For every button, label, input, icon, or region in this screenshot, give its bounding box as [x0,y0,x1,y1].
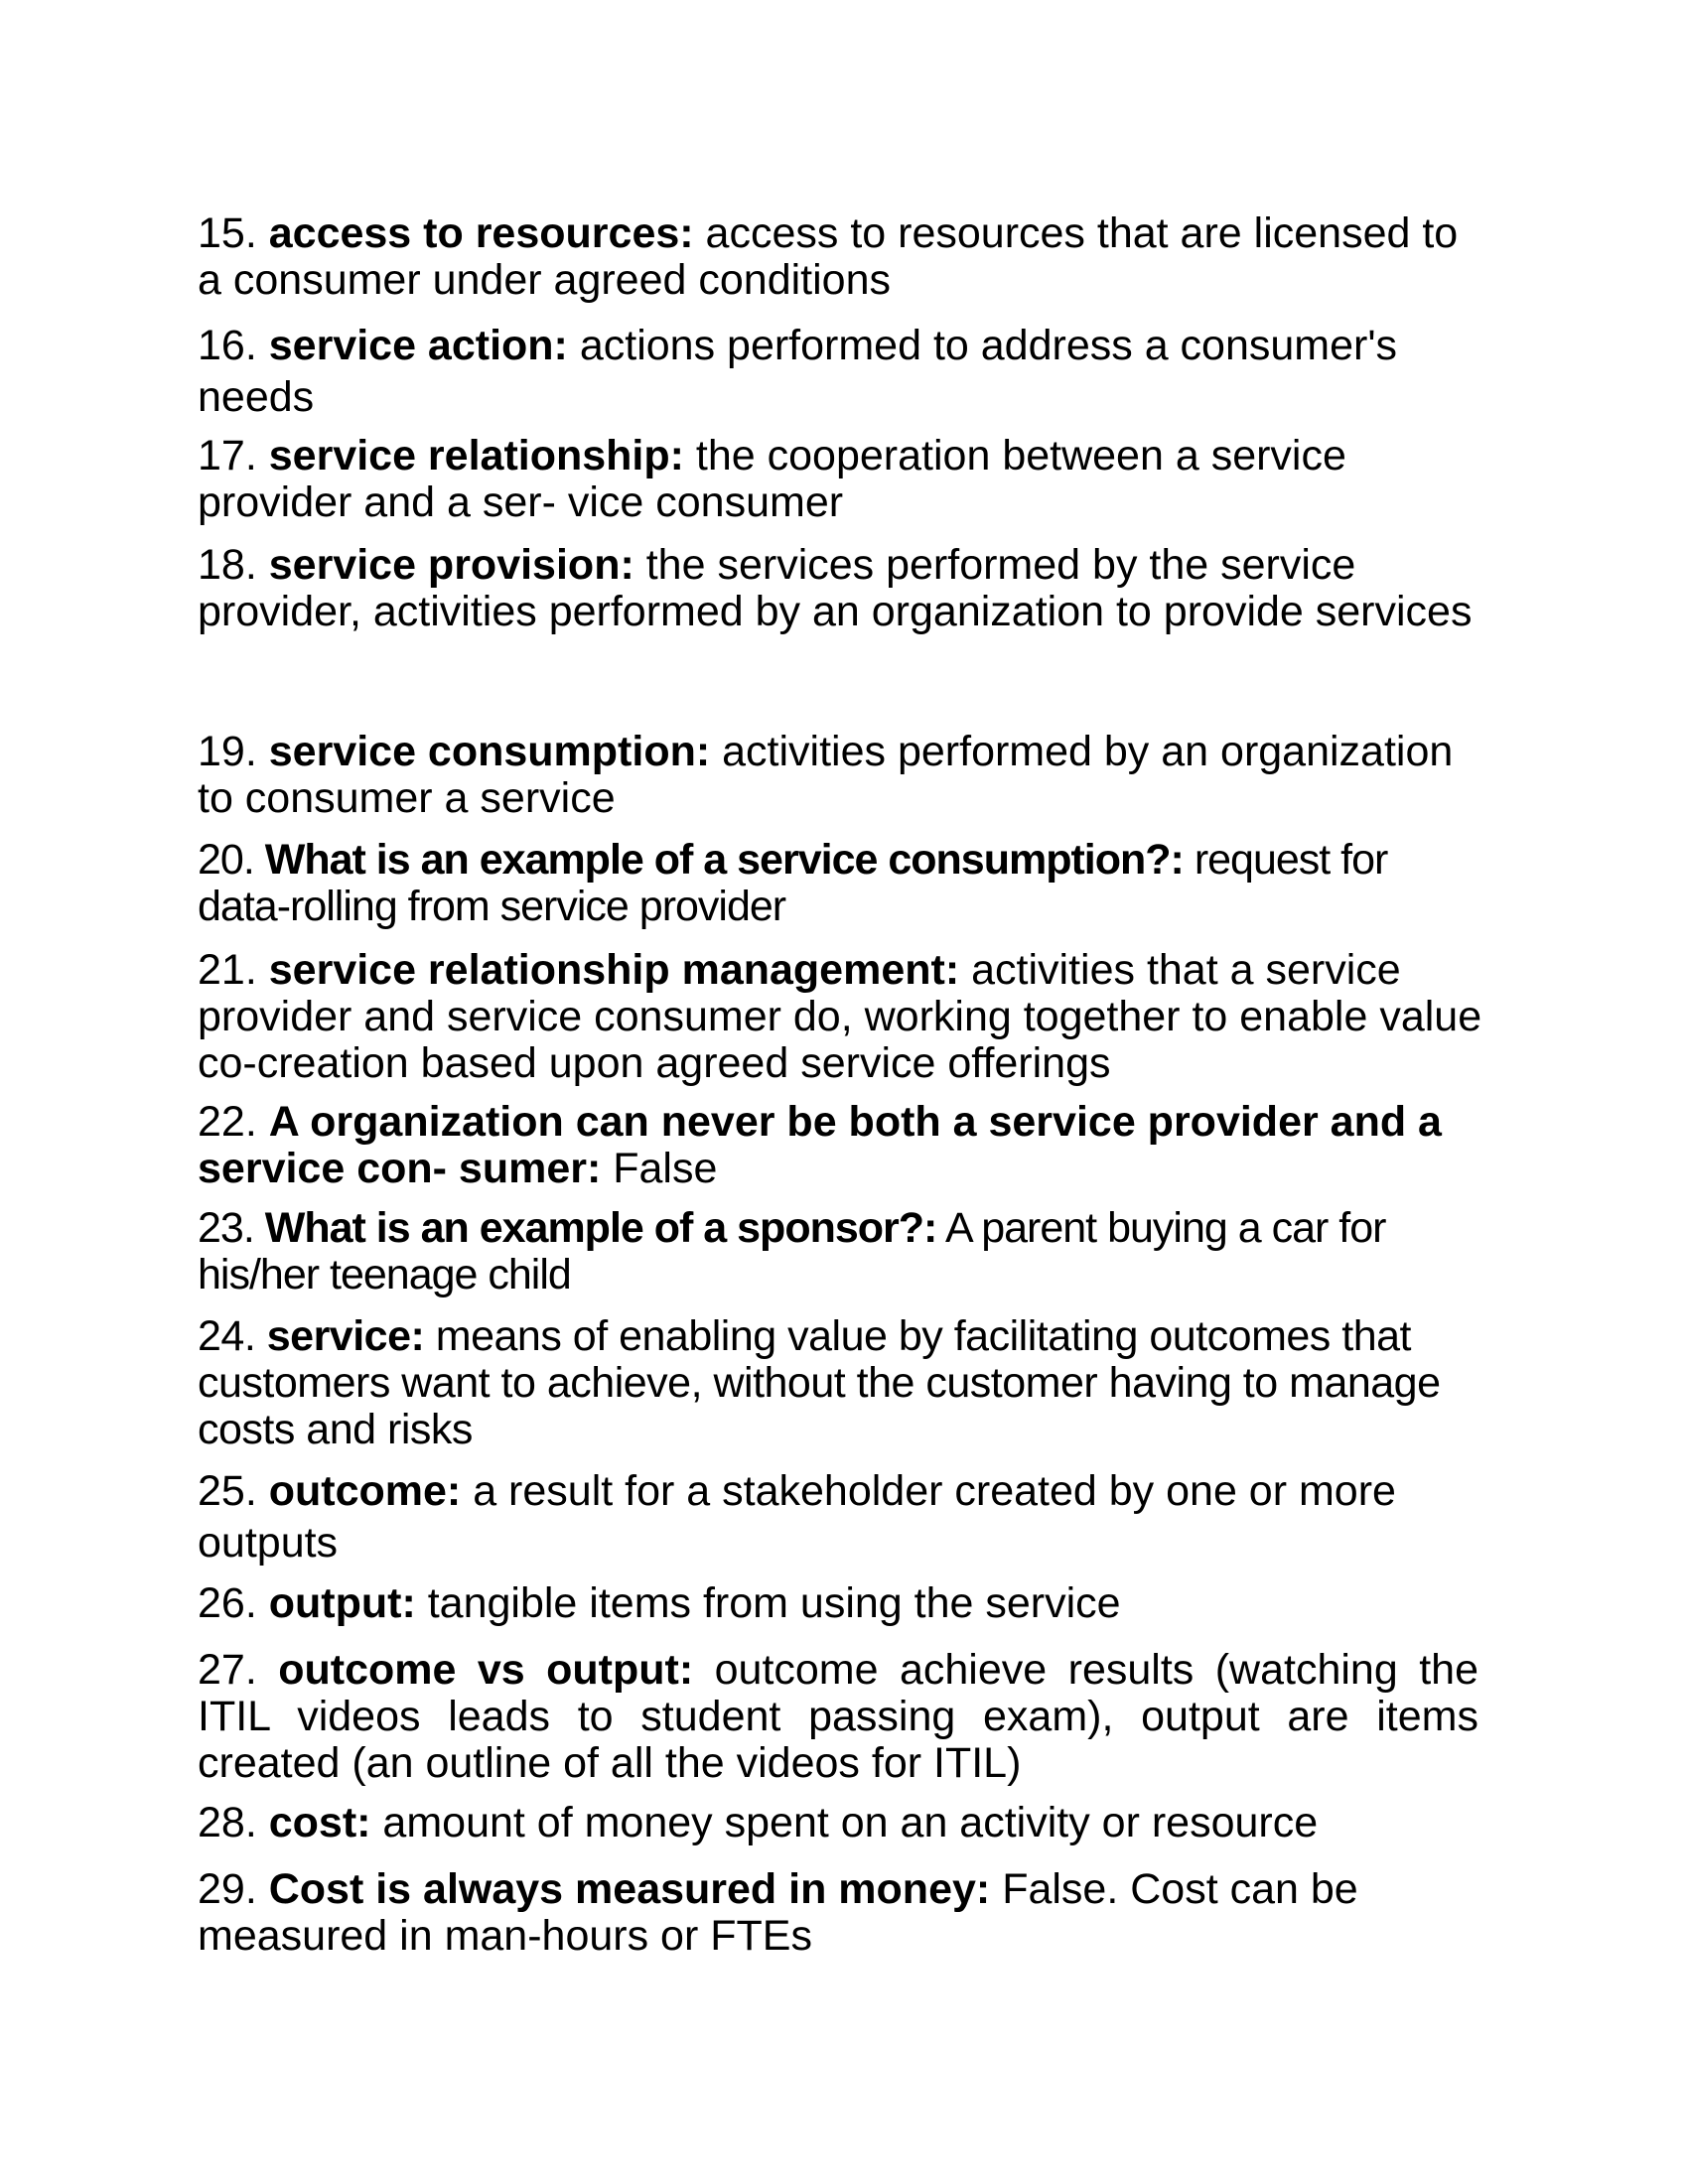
entry-number: 26. [198,1579,257,1627]
entry-number: 17. [198,432,257,479]
entry-16 [198,320,1488,423]
entry-term: outcome vs output: [278,1646,694,1694]
entry-definition: a result for a stakeholder created by one or more outputs [198,1467,1396,1567]
entry-24 [198,1313,1488,1453]
entry-number: 21. [198,946,257,994]
entry-number: 19. [198,728,257,775]
entry-definition: False. Cost can be measured in man-hours or FTEs [198,1865,1358,1960]
entry-term: A organization can never be both a service provider and a service con- sumer: [198,1098,1442,1192]
entry-number: 16. [198,322,257,369]
entry-number: 27. [198,1646,257,1694]
entry-term: output: [268,1579,416,1627]
entry-17 [198,433,1488,526]
entry-definition: A parent buying a car for his/her teenage child [198,1204,1386,1298]
entry-term: cost: [268,1799,371,1846]
entry-term: outcome: [268,1467,462,1515]
entry-29 [198,1866,1488,1960]
entry-term: service provision: [268,541,634,589]
entry-number: 15. [198,209,257,257]
entry-18 [198,542,1488,635]
entry-definition: activities that a service provider and service consumer do, working together to enable value co-creation based upon agreed service offerings [198,946,1482,1087]
entry-term: access to resources: [268,209,694,257]
entry-15 [198,210,1488,304]
entry-25 [198,1465,1488,1569]
entry-term: service consumption: [268,728,711,775]
entry-term: service relationship: [268,432,684,479]
entry-definition: tangible items from using the service [427,1579,1121,1627]
entry-19 [198,729,1488,822]
entry-number: 25. [198,1467,257,1515]
entry-term: What is an example of a sponsor?: [264,1204,937,1252]
entry-number: 22. [198,1098,257,1146]
entry-number: 23. [198,1204,254,1252]
entry-definition: request for data-rolling from service provider [198,836,1388,930]
entry-26 [198,1580,1488,1627]
entry-number: 24. [198,1312,256,1360]
entry-definition: False [613,1145,718,1192]
entry-number: 29. [198,1865,257,1913]
entry-definition: access to resources that are licensed to a consumer under agreed conditions [198,209,1459,304]
entry-term: Cost is always measured in money: [268,1865,991,1913]
entry-22 [198,1099,1488,1192]
entry-definition: the services performed by the service provider, activities performed by an organization to provide services [198,541,1473,635]
entry-definition: means of enabling value by facilitating outcomes that customers want to achieve, without the customer having to manage costs and risks [198,1312,1441,1453]
entry-28 [198,1800,1488,1846]
entry-definition: the cooperation between a service provider and a ser- vice consumer [198,432,1346,526]
entry-number: 28. [198,1799,257,1846]
entry-number: 20. [198,836,254,884]
entry-definition: amount of money spent on an activity or resource [382,1799,1319,1846]
entry-23 [198,1205,1488,1298]
entry-term: service: [266,1312,425,1360]
entry-term: What is an example of a service consumption?: [264,836,1184,884]
entry-20 [198,837,1488,930]
entry-term: service relationship management: [268,946,960,994]
entry-definition: outcome achieve results (watching the ITIL videos leads to student passing exam), output are items created (an outline of all the videos for ITIL) [198,1646,1478,1787]
entry-27 [198,1647,1478,1787]
entry-definition: activities performed by an organization to consumer a service [198,728,1454,822]
entry-21 [198,947,1488,1087]
entry-definition: actions performed to address a consumer's needs [198,322,1398,421]
entry-number: 18. [198,541,257,589]
entry-term: service action: [268,322,568,369]
